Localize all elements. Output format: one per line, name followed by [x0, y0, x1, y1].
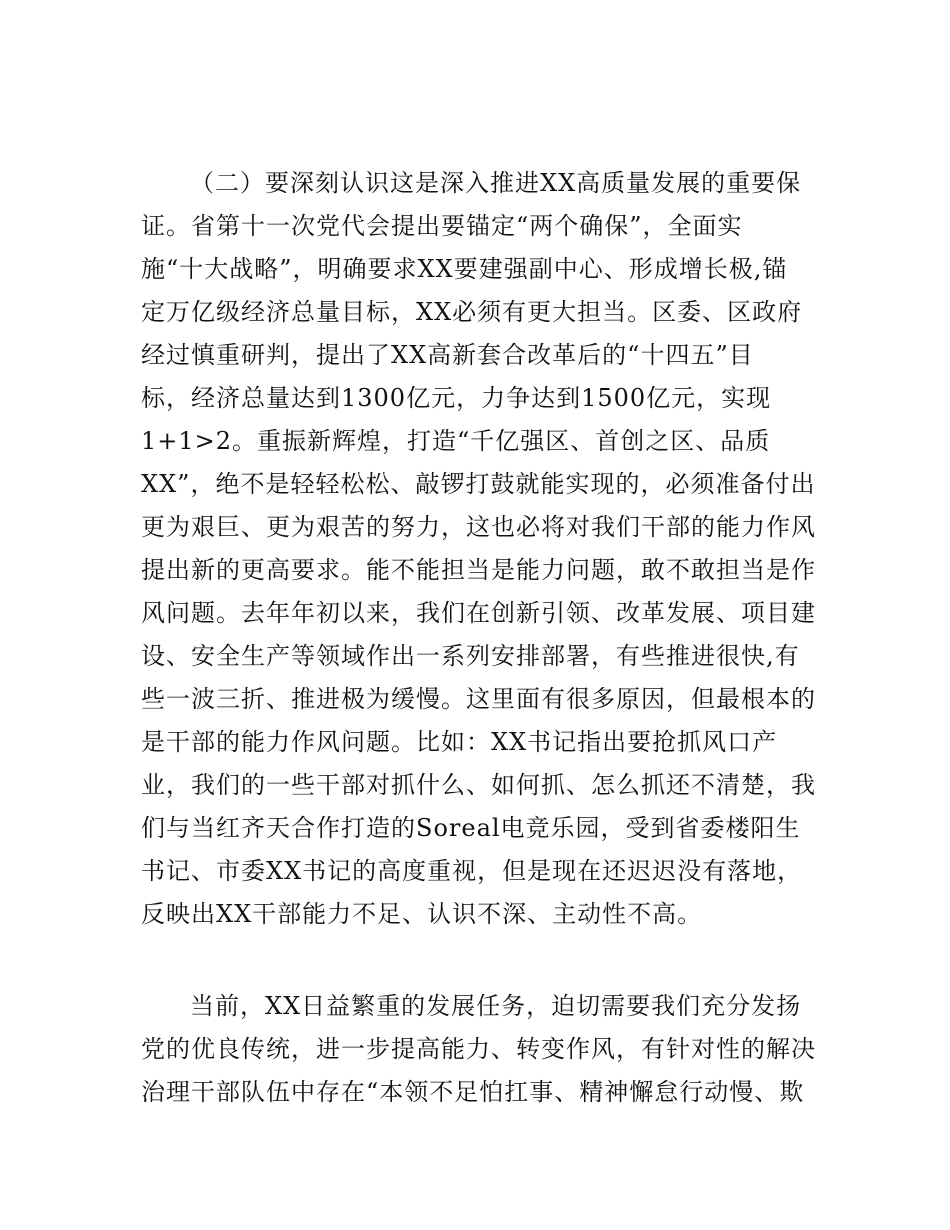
paragraph-line: 当前，XX日益繁重的发展任务，迫切需要我们充分发扬: [190, 992, 802, 1020]
paragraph-line: 风问题。去年年初以来，我们在创新引领、改革发展、项目建: [141, 599, 816, 627]
paragraph-line: 业，我们的一些干部对抓什么、如何抓、怎么抓还不清楚，我: [141, 771, 816, 799]
paragraph-line: 定万亿级经济总量目标，XX必须有更大担当。区委、区政府: [141, 298, 803, 326]
paragraph-line: 是干部的能力作风问题。比如：XX书记指出要抢抓风口产: [141, 728, 778, 756]
paragraph-line: 书记、市委XX书记的高度重视，但是现在还迟迟没有落地，: [141, 857, 803, 885]
paragraph-line: XX”，绝不是轻轻松松、敲锣打鼓就能实现的，必须准备付出: [141, 470, 816, 498]
paragraph-line: 反映出XX干部能力不足、认识不深、主动性不高。: [141, 900, 703, 928]
paragraph-line: 设、安全生产等领域作出一系列安排部署，有些推进很快,有: [141, 642, 800, 670]
paragraph-line: 些一波三折、推进极为缓慢。这里面有很多原因，但最根本的: [141, 685, 816, 713]
paragraph-line: 更为艰巨、更为艰苦的努力，这也必将对我们干部的能力作风: [141, 513, 816, 541]
paragraph-line: 证。省第十一次党代会提出要锚定“两个确保”，全面实: [141, 212, 743, 240]
paragraph-line: 1+1>2。重振新辉煌，打造“千亿强区、首创之区、品质: [141, 427, 771, 455]
paragraph-line: 党的优良传统，进一步提高能力、转变作风，有针对性的解决: [141, 1035, 816, 1063]
paragraph-line: 标，经济总量达到1300亿元，力争达到1500亿元，实现: [141, 384, 772, 412]
paragraph-line: 经过慎重研判，提出了XX高新套合改革后的“十四五”目: [141, 341, 754, 369]
paragraph-line: 们与当红齐天合作打造的Soreal电竞乐园，受到省委楼阳生: [141, 814, 801, 842]
paragraph-line: （二）要深刻认识这是深入推进XX高质量发展的重要保: [190, 169, 802, 197]
paragraph-line: 提出新的更高要求。能不能担当是能力问题，敢不敢担当是作: [141, 556, 816, 584]
paragraph-line: 施“十大战略”，明确要求XX要建强副中心、形成增长极,锚: [141, 255, 788, 283]
paragraph-line: 治理干部队伍中存在“本领不足怕扛事、精神懈怠行动慢、欺: [141, 1078, 805, 1106]
